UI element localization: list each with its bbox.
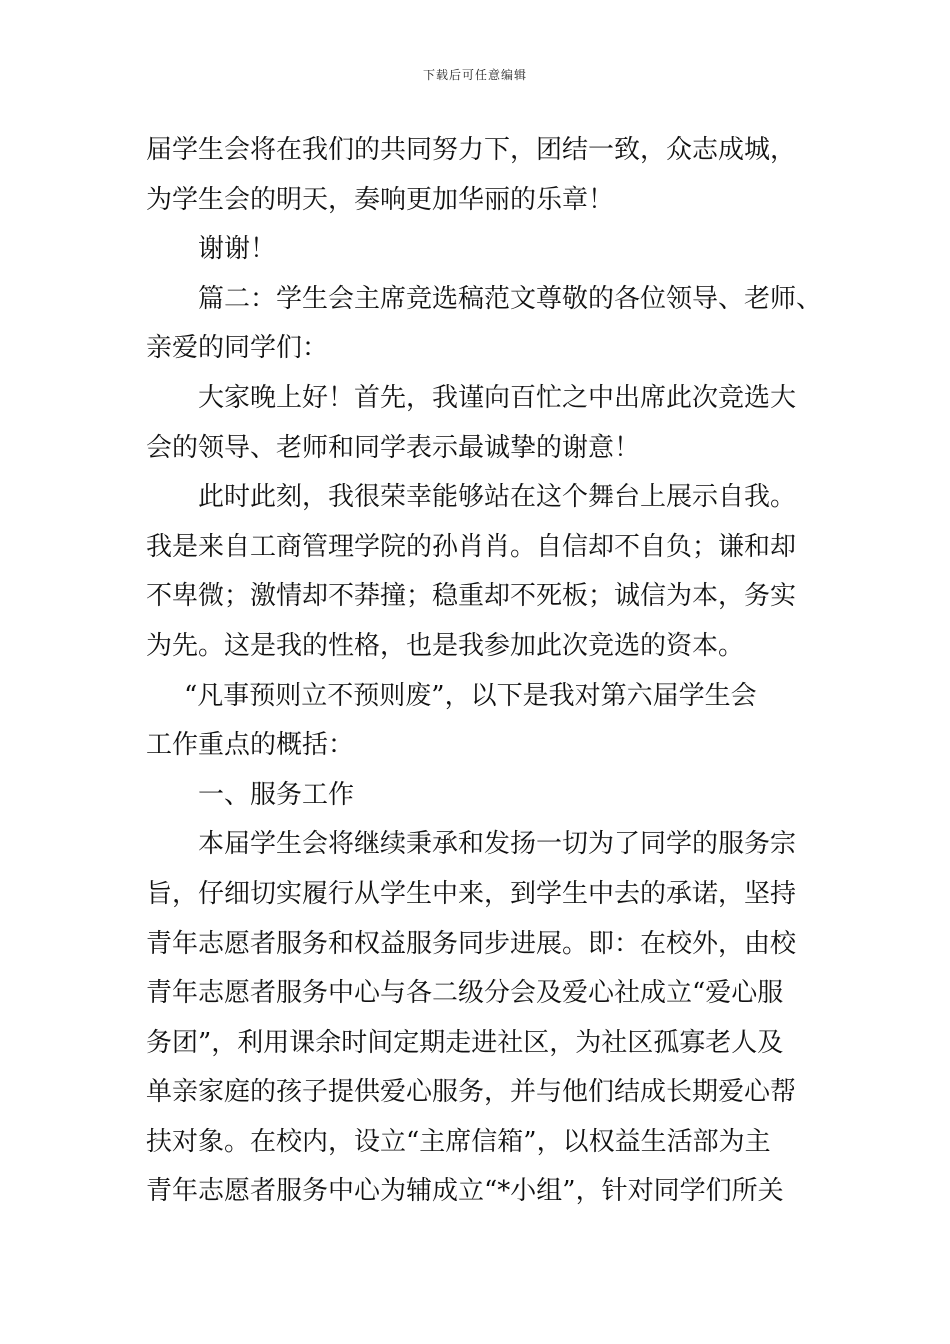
text-line: 大家晚上好！首先，我谨向百忙之中出席此次竞选大 (198, 382, 797, 413)
text-line: 届学生会将在我们的共同努力下，团结一致，众志成城， (146, 135, 797, 165)
section-heading-line: 篇二：学生会主席竞选稿范文尊敬的各位领导、老师、 (198, 283, 823, 314)
text-line: 旨，仔细切实履行从学生中来，到学生中去的承诺，坚持 (146, 878, 797, 909)
text-line: 会的领导、老师和同学表示最诚挚的谢意！ (146, 432, 641, 463)
text-line: 务团”，利用课余时间定期走进社区，为社区孤寡老人及 (146, 1027, 784, 1058)
text-line: 为先。这是我的性格，也是我参加此次竞选的资本。 (146, 630, 745, 661)
text-line: 青年志愿者服务中心与各二级分会及爱心社成立“爱心服 (146, 978, 784, 1009)
text-line: 我是来自工商管理学院的孙肖肖。自信却不自负；谦和却 (146, 531, 797, 562)
text-line: 本届学生会将继续秉承和发扬一切为了同学的服务宗 (198, 829, 797, 860)
text-line: 此时此刻，我很荣幸能够站在这个舞台上展示自我。 (198, 482, 797, 513)
text-line: 谢谢！ (198, 234, 277, 265)
text-line: “凡事预则立不预则废”，以下是我对第六届学生会 (184, 680, 757, 711)
document-body (146, 126, 826, 1217)
text-line: 单亲家庭的孩子提供爱心服务，并与他们结成长期爱心帮 (146, 1077, 797, 1108)
text-line: 不卑微；激情却不莽撞；稳重却不死板；诚信为本，务实 (146, 581, 797, 612)
text-line: 工作重点的概括： (146, 730, 355, 761)
text-line: 亲爱的同学们： (146, 333, 329, 364)
text-line: 青年志愿者服务和权益服务同步进展。即：在校外，由校 (146, 928, 797, 959)
text-line: 青年志愿者服务中心为辅成立“*小组”，针对同学们所关 (146, 1176, 784, 1207)
subsection-heading-line: 一、服务工作 (198, 779, 355, 810)
text-line: 为学生会的明天，奏响更加华丽的乐章！ (146, 184, 615, 215)
page-header-note: 下载后可任意编辑 (422, 68, 527, 82)
text-line: 扶对象。在校内，设立“主席信箱”，以权益生活部为主 (146, 1126, 771, 1157)
